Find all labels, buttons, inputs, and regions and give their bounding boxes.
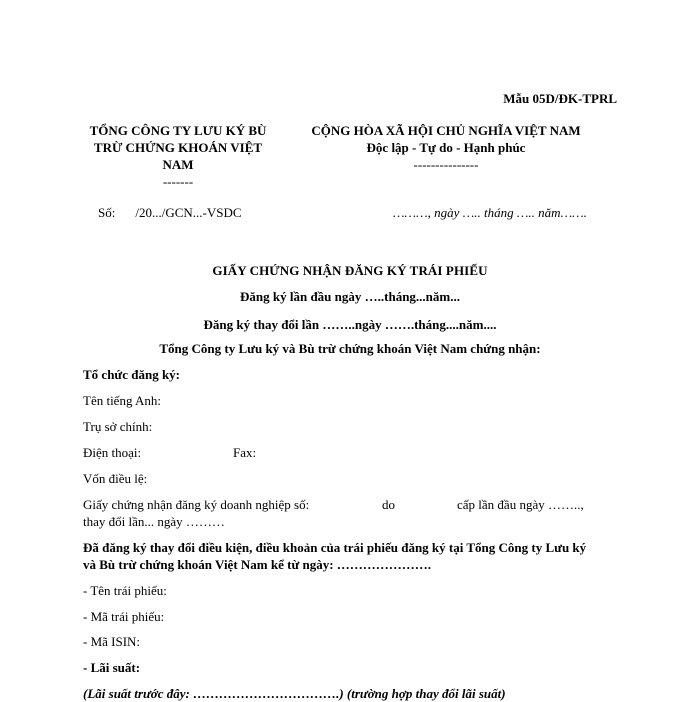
national-title: CỘNG HÒA XÃ HỘI CHỦ NGHĨA VIỆT NAM: [311, 123, 581, 138]
fax-field: Fax:: [233, 445, 257, 460]
certification-statement: Tổng Công ty Lưu ký và Bù trừ chứng khoán Việt Nam chứng nhận:: [159, 341, 541, 356]
form-code: Mẫu 05D/ĐK-TPRL: [503, 91, 617, 106]
english-name-field: Tên tiếng Anh:: [83, 393, 161, 408]
change-conditions-statement-line-2: và Bù trừ chứng khoán Việt Nam kể từ ngày: ………………….: [83, 557, 432, 572]
organization-separator: -------: [162, 174, 194, 189]
certificate-issuer-label: do: [382, 497, 395, 512]
certificate-first-issue-date: cấp lần đầu ngày ……..,: [457, 497, 584, 512]
bond-name-field: - Tên trái phiếu:: [83, 583, 167, 598]
change-registration-line: Đăng ký thay đổi lần ……..ngày …….tháng....năm....: [203, 317, 497, 332]
certificate-change-date: thay đổi lần... ngày ………: [83, 514, 225, 529]
national-motto: Độc lập - Tự do - Hạnh phúc: [366, 140, 526, 155]
document-number-value: /20.../GCN...-VSDC: [135, 205, 242, 220]
document-title: GIẤY CHỨNG NHẬN ĐĂNG KÝ TRÁI PHIẾU: [212, 263, 488, 278]
organization-name-line-3: NAM: [162, 157, 194, 172]
registering-organization-label: Tổ chức đăng ký:: [83, 367, 181, 382]
previous-interest-rate-field: (Lãi suất trước đây: …………………………….) (trường hợp thay đổi lãi suất): [83, 686, 506, 701]
document-number-label: Số:: [98, 205, 116, 220]
document-date: ………, ngày ….. tháng ….. năm…….: [393, 205, 587, 220]
charter-capital-field: Vốn điều lệ:: [83, 471, 148, 486]
headquarters-field: Trụ sở chính:: [83, 419, 153, 434]
isin-field: - Mã ISIN:: [83, 634, 141, 649]
national-header: [296, 122, 596, 173]
interest-rate-field: - Lãi suất:: [83, 660, 141, 675]
national-separator: ---------------: [413, 157, 479, 172]
business-certificate-field: Giấy chứng nhận đăng ký doanh nghiệp số:: [83, 497, 310, 512]
bond-code-field: - Mã trái phiếu:: [83, 609, 165, 624]
document-number: [98, 205, 242, 221]
organization-header: [78, 122, 278, 190]
organization-name-line-2: TRỪ CHỨNG KHOÁN VIỆT: [93, 140, 263, 155]
first-registration-line: Đăng ký lần đầu ngày …..tháng...năm...: [240, 289, 460, 304]
organization-name-line-1: TỔNG CÔNG TY LƯU KÝ BÙ: [89, 123, 267, 138]
change-conditions-statement-line-1: Đã đăng ký thay đổi điều kiện, điều khoản của trái phiếu đăng ký tại Tổng Công ty Lưu ký: [83, 540, 587, 555]
phone-field: Điện thoại:: [83, 445, 142, 460]
